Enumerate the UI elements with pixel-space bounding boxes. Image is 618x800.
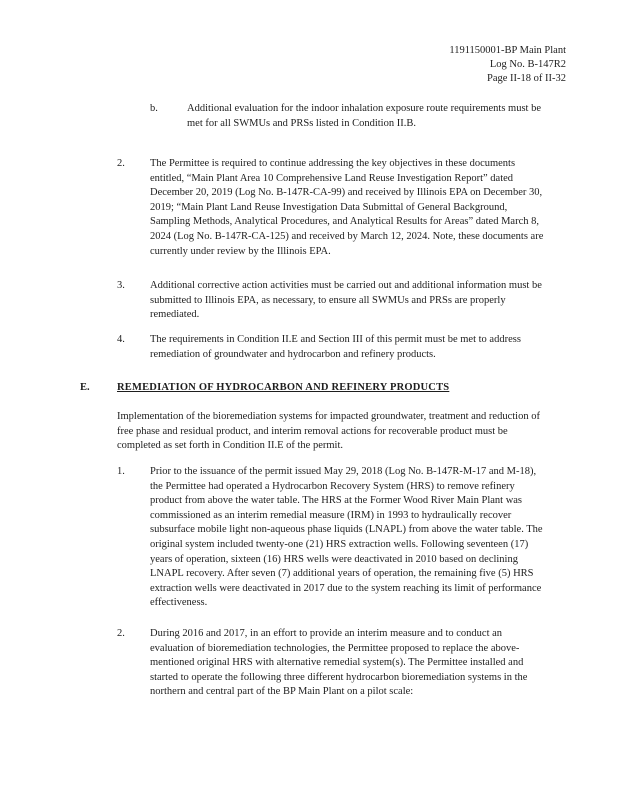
page-header <box>449 44 566 86</box>
section-item-text: During 2016 and 2017, in an effort to provide an interim measure and to conduct an evaluation of bioremediation technologies, the Permittee proposed to replace the above-mentioned original HRS with alternative remedial system(s). The Permittee installed and started to operate the following three different hydrocarbon bioremediation systems in the northern and central part of the BP Main Plant on a pilot scale: <box>150 628 528 698</box>
facility-id: 1191150001-BP Main Plant <box>449 45 566 56</box>
item-marker: b. <box>150 103 158 114</box>
item-text: The Permittee is required to continue addressing the key objectives in these documents entitled, “Main Plant Area 10 Comprehensive Land Reuse Investigation Report” dated December 20, 2019 (Log No. B-147R-CA-99) and received by Illinois EPA on December 30, 2019; “Main Plant Land Reuse Investigation Data Submittal of General Background, Sampling Methods, Analytical Procedures, and Analytical Results for Areas” dated March 8, 2024 (Log No. B-147R-CA-125) and received by March 12, 2024. Note, these documents are currently under review by the Illinois EPA. <box>150 158 544 257</box>
item-marker: 3. <box>117 280 125 291</box>
page-number: Page II-18 of II-32 <box>486 73 566 84</box>
section-intro: Implementation of the bioremediation systems for impacted groundwater, treatment and reduction of free phase and residual product, and interim removal actions for recoverable product must be completed as set forth in Condition II.E of the permit. <box>117 411 540 452</box>
item-marker: 4. <box>117 334 125 345</box>
section-item-text: Prior to the issuance of the permit issued May 29, 2018 (Log No. B-147R-M-17 and M-18), the Permittee had operated a Hydrocarbon Recovery System (HRS) to remove refinery product from above the water table. The HRS at the Former Wood River Main Plant was commissioned as an interim remedial measure (IRM) in 1993 to hydraulically recover subsurface mobile light non-aqueous phase liquids (LNAPL) from above the water table. The original system included twenty-one (21) HRS extraction wells. Following seventeen (17) years of operation, sixteen (16) HRS wells were deactivated in 2010 based on declining LNAPL recovery. After seven (7) additional years of operation, the remaining five (5) HRS extraction wells were deactivated in 2017 due to the system reaching its limit of performance effectiveness. <box>150 466 543 609</box>
section-letter: E. <box>80 382 90 393</box>
section-item-marker: 1. <box>117 466 125 477</box>
item-text: Additional corrective action activities must be carried out and additional information must be submitted to Illinois EPA, as necessary, to ensure all SWMUs and PRSs are properly remediated. <box>150 280 542 321</box>
log-number: Log No. B-147R2 <box>489 59 566 70</box>
item-text: Additional evaluation for the indoor inhalation exposure route requirements must be met for all SWMUs and PRSs listed in Condition II.B. <box>187 103 541 129</box>
item-text: The requirements in Condition II.E and Section III of this permit must be met to address remediation of groundwater and hydrocarbon and refinery products. <box>150 334 521 360</box>
section-heading: REMEDIATION OF HYDROCARBON AND REFINERY PRODUCTS <box>117 382 450 393</box>
section-item-marker: 2. <box>117 628 125 639</box>
item-marker: 2. <box>117 158 125 169</box>
